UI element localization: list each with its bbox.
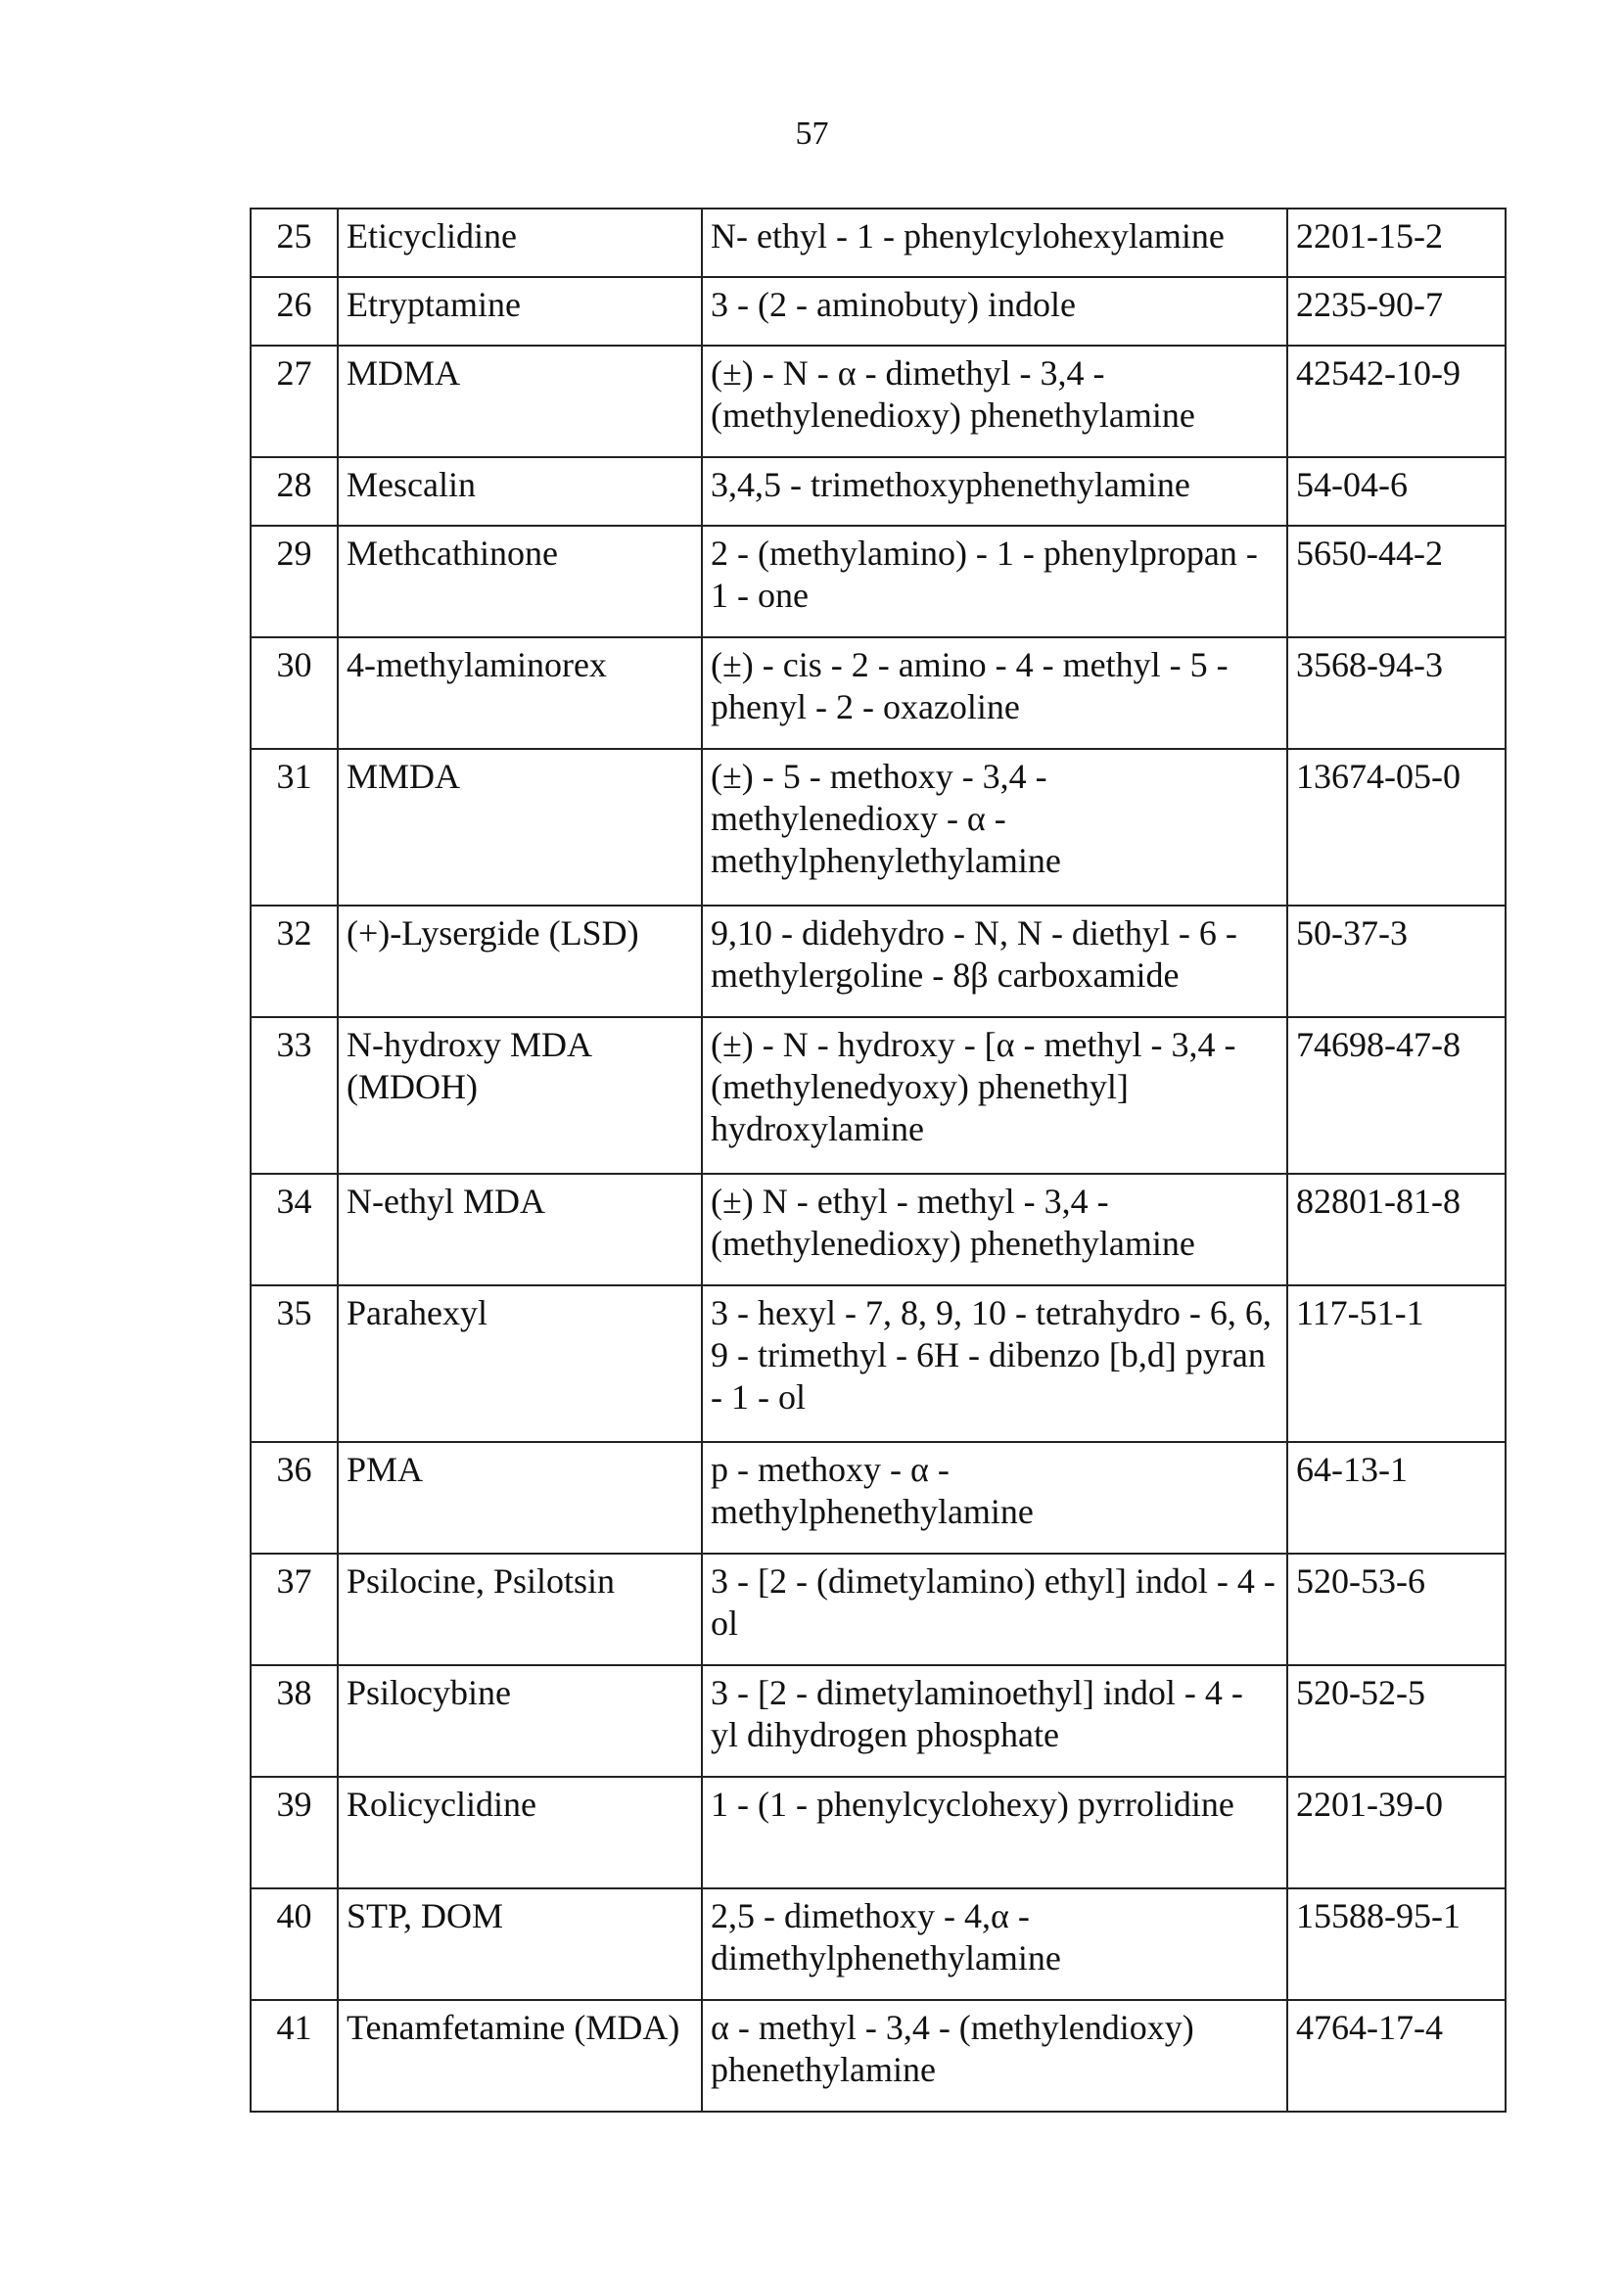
chemical-name: 3,4,5 - trimethoxyphenethylamine bbox=[702, 457, 1287, 526]
table-row bbox=[251, 346, 1506, 457]
chemical-name: 3 - [2 - (dimetylamino) ethyl] indol - 4 - ol bbox=[702, 1554, 1287, 1665]
cas-number: 42542-10-9 bbox=[1287, 346, 1506, 457]
row-number: 38 bbox=[251, 1665, 338, 1777]
substance-name: Eticyclidine bbox=[338, 209, 702, 277]
substance-name: Psilocybine bbox=[338, 1665, 702, 1777]
table-row bbox=[251, 749, 1506, 906]
row-number: 34 bbox=[251, 1174, 338, 1285]
row-number: 31 bbox=[251, 749, 338, 906]
cas-number: 2201-15-2 bbox=[1287, 209, 1506, 277]
substance-name: (+)-Lysergide (LSD) bbox=[338, 906, 702, 1017]
cas-number: 2235-90-7 bbox=[1287, 277, 1506, 346]
substance-name: Etryptamine bbox=[338, 277, 702, 346]
table-row bbox=[251, 1174, 1506, 1285]
table-row bbox=[251, 457, 1506, 526]
substance-name: Parahexyl bbox=[338, 1285, 702, 1442]
substance-name: Mescalin bbox=[338, 457, 702, 526]
row-number: 26 bbox=[251, 277, 338, 346]
chemical-name: (±) - 5 - methoxy - 3,4 - methylenedioxy - α - methylphenylethylamine bbox=[702, 749, 1287, 906]
chemical-name: (±) N - ethyl - methyl - 3,4 - (methylenedioxy) phenethylamine bbox=[702, 1174, 1287, 1285]
chemical-name: 2,5 - dimethoxy - 4,α - dimethylphenethylamine bbox=[702, 1888, 1287, 2000]
page-number: 57 bbox=[795, 116, 829, 152]
table-row bbox=[251, 209, 1506, 277]
cas-number: 117-51-1 bbox=[1287, 1285, 1506, 1442]
row-number: 41 bbox=[251, 2000, 338, 2112]
chemical-name: 1 - (1 - phenylcyclohexy) pyrrolidine bbox=[702, 1777, 1287, 1888]
table-row bbox=[251, 526, 1506, 637]
cas-number: 64-13-1 bbox=[1287, 1442, 1506, 1554]
chemical-name: 3 - [2 - dimetylaminoethyl] indol - 4 - yl dihydrogen phosphate bbox=[702, 1665, 1287, 1777]
substance-name: Methcathinone bbox=[338, 526, 702, 637]
chemical-name: 2 - (methylamino) - 1 - phenylpropan - 1 - one bbox=[702, 526, 1287, 637]
substance-name: N-ethyl MDA bbox=[338, 1174, 702, 1285]
row-number: 40 bbox=[251, 1888, 338, 2000]
chemical-name: 3 - hexyl - 7, 8, 9, 10 - tetrahydro - 6, 6, 9 - trimethyl - 6H - dibenzo [b,d] pyran - 1 - ol bbox=[702, 1285, 1287, 1442]
cas-number: 54-04-6 bbox=[1287, 457, 1506, 526]
substance-name: PMA bbox=[338, 1442, 702, 1554]
substance-name: MDMA bbox=[338, 346, 702, 457]
row-number: 36 bbox=[251, 1442, 338, 1554]
row-number: 37 bbox=[251, 1554, 338, 1665]
cas-number: 13674-05-0 bbox=[1287, 749, 1506, 906]
row-number: 32 bbox=[251, 906, 338, 1017]
cas-number: 3568-94-3 bbox=[1287, 637, 1506, 749]
table-row bbox=[251, 1285, 1506, 1442]
table-row bbox=[251, 2000, 1506, 2112]
cas-number: 5650-44-2 bbox=[1287, 526, 1506, 637]
cas-number: 2201-39-0 bbox=[1287, 1777, 1506, 1888]
chemical-name: (±) - N - hydroxy - [α - methyl - 3,4 - (methylenedyoxy) phenethyl] hydroxylamine bbox=[702, 1017, 1287, 1174]
table-row bbox=[251, 1777, 1506, 1888]
chemical-name: 9,10 - didehydro - N, N - diethyl - 6 - methylergoline - 8β carboxamide bbox=[702, 906, 1287, 1017]
table-row bbox=[251, 1888, 1506, 2000]
table-row bbox=[251, 1665, 1506, 1777]
chemical-name: (±) - N - α - dimethyl - 3,4 - (methylenedioxy) phenethylamine bbox=[702, 346, 1287, 457]
cas-number: 520-52-5 bbox=[1287, 1665, 1506, 1777]
cas-number: 520-53-6 bbox=[1287, 1554, 1506, 1665]
substance-name: Psilocine, Psilotsin bbox=[338, 1554, 702, 1665]
row-number: 28 bbox=[251, 457, 338, 526]
row-number: 25 bbox=[251, 209, 338, 277]
table-row bbox=[251, 906, 1506, 1017]
table-row bbox=[251, 277, 1506, 346]
substance-name: MMDA bbox=[338, 749, 702, 906]
chemical-name: α - methyl - 3,4 - (methylendioxy) phenethylamine bbox=[702, 2000, 1287, 2112]
cas-number: 50-37-3 bbox=[1287, 906, 1506, 1017]
table-row bbox=[251, 1017, 1506, 1174]
substance-name: Rolicyclidine bbox=[338, 1777, 702, 1888]
row-number: 27 bbox=[251, 346, 338, 457]
table-row bbox=[251, 637, 1506, 749]
row-number: 33 bbox=[251, 1017, 338, 1174]
row-number: 29 bbox=[251, 526, 338, 637]
cas-number: 4764-17-4 bbox=[1287, 2000, 1506, 2112]
chemical-name: 3 - (2 - aminobuty) indole bbox=[702, 277, 1287, 346]
cas-number: 15588-95-1 bbox=[1287, 1888, 1506, 2000]
substance-name: N-hydroxy MDA (MDOH) bbox=[338, 1017, 702, 1174]
table-row bbox=[251, 1442, 1506, 1554]
cas-number: 74698-47-8 bbox=[1287, 1017, 1506, 1174]
substance-name: 4-methylaminorex bbox=[338, 637, 702, 749]
substance-table bbox=[250, 208, 1507, 2113]
substance-name: STP, DOM bbox=[338, 1888, 702, 2000]
substance-name: Tenamfetamine (MDA) bbox=[338, 2000, 702, 2112]
chemical-name: p - methoxy - α - methylphenethylamine bbox=[702, 1442, 1287, 1554]
table-row bbox=[251, 1554, 1506, 1665]
cas-number: 82801-81-8 bbox=[1287, 1174, 1506, 1285]
row-number: 30 bbox=[251, 637, 338, 749]
row-number: 39 bbox=[251, 1777, 338, 1888]
chemical-name: N- ethyl - 1 - phenylcylohexylamine bbox=[702, 209, 1287, 277]
row-number: 35 bbox=[251, 1285, 338, 1442]
chemical-name: (±) - cis - 2 - amino - 4 - methyl - 5 - phenyl - 2 - oxazoline bbox=[702, 637, 1287, 749]
